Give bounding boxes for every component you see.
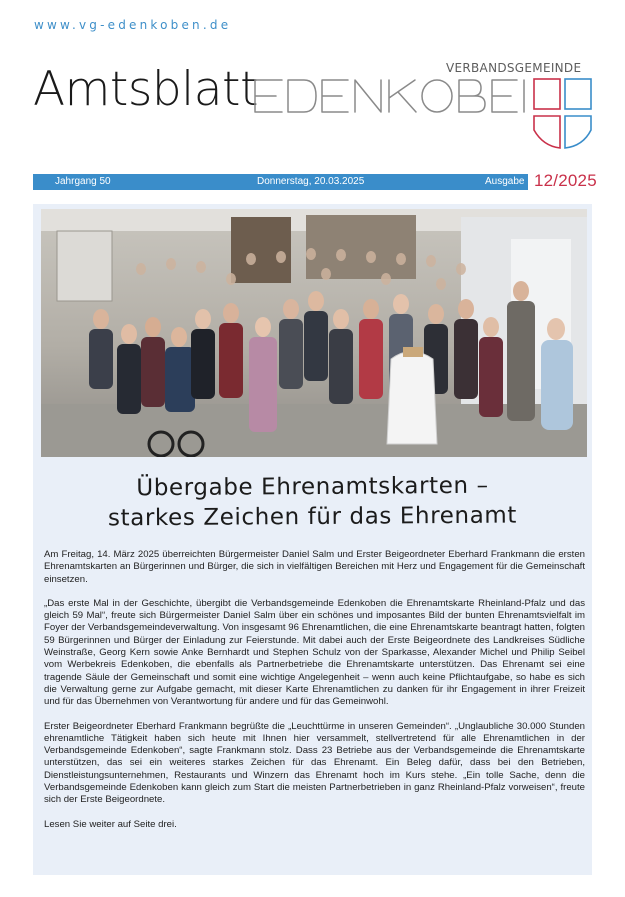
coat-of-arms-icon: [533, 78, 593, 150]
headline-line-1: Übergabe Ehrenamtskarten –: [136, 472, 489, 502]
edenkoben-logo-wordmark: [254, 79, 530, 113]
article-paragraph: „Das erste Mal in der Geschichte, übergibt die Verbandsgemeinde Edenkoben die Ehrenamtskarte Rheinland-Pfalz und das gleich 59 Mal“, freute sich Bürgermeister Daniel Salm über ein schönes und imposantes Bild der bunten Ehrenamtsvielfalt im Foyer der Verbandsgemeindeverwaltung. Von insgesamt 96 Ehrenamtlichen, die eine Ehrenamtskarte beantragt hatten, folgten 59 Bürgerinnen und Bürger der Einladung zur Feierstunde. Mit dabei auch der Erste Beigeordnete des Landkreises Südliche Weinstraße, Georg Kern sowie Anke Bernhardt und Stephen Schulz von der Sparkasse, Alexander Michel und Philip Seibel vom Werbekreis Edenkoben, die ebenfalls als Partnerbetriebe die Ehrenamtskarte unterstützen. Das Ehrenamt sei eine tragende Säule der Gemeinschaft und somit eine wichtige Angelegenheit – wenn auch keine Pflichtaufgabe, so habe es sich die Verwaltung gerne zur Aufgabe gemacht, mit dieser Karte Ehrenamtlichen zu danken für ihr Engagement in ihrer Freizeit und für das Übernehmen von Verantwortung für andere und für das Gemeinwohl.: [44, 597, 585, 708]
article-paragraph: Am Freitag, 14. März 2025 überreichten Bürgermeister Daniel Salm und Erster Beigeordneter Eberhard Frankmann die ersten Ehrenamtskarten an Bürgerinnen und Bürger, die sich in vielfältigen Bereichen mit Herz und Engagement für die Gemeinschaft einsetzen.: [44, 549, 585, 585]
continue-reading-note: Lesen Sie weiter auf Seite drei.: [44, 818, 177, 830]
verbandsgemeinde-label: VERBANDSGEMEINDE: [446, 61, 582, 75]
lead-article: [33, 204, 592, 875]
ausgabe-label: Ausgabe: [485, 176, 525, 187]
headline-line-2: starkes Zeichen für das Ehrenamt: [107, 502, 518, 532]
group-photo: [41, 209, 587, 457]
website-url[interactable]: www.vg-edenkoben.de: [34, 18, 232, 32]
issue-info-bar: [33, 174, 528, 190]
article-body: [44, 549, 585, 843]
publication-title: Amtsblatt: [33, 62, 258, 117]
issue-number: 12/2025: [534, 171, 597, 190]
issue-date: Donnerstag, 20.03.2025: [257, 176, 365, 187]
jahrgang-label: Jahrgang 50: [55, 176, 111, 187]
article-paragraph: Erster Beigeordneter Eberhard Frankmann begrüßte die „Leuchttürme in unseren Gemeinden“. „Unglaubliche 30.000 Stunden ehrenamtliche Tätigkeit haben sich heute mit Ihnen hier versammelt, stellvertretend für alle Ehrenamtlichen in der Verbandsgemeinde Edenkoben“, sagte Frankmann stolz. Dass 23 Betriebe aus der Verbandsgemeinde die Ehrenamtskarte unterstützen, das sei ein weiteres starkes Zeichen für das Ehrenamt. Ein Beleg dafür, dass bei den Betrieben, Dienstleistungsunternehmen, Restaurants und Winzern das Ehrenamt hoch im Kurs stehe. „Ein tolle Sache, denn die Verbandsgemeinde Edenkoben kann gleich zum Start die meisten Partnerbetrieben in ganz Rheinland-Pfalz vorweisen“, freute sich der Erste Beigeordnete.: [44, 720, 585, 806]
